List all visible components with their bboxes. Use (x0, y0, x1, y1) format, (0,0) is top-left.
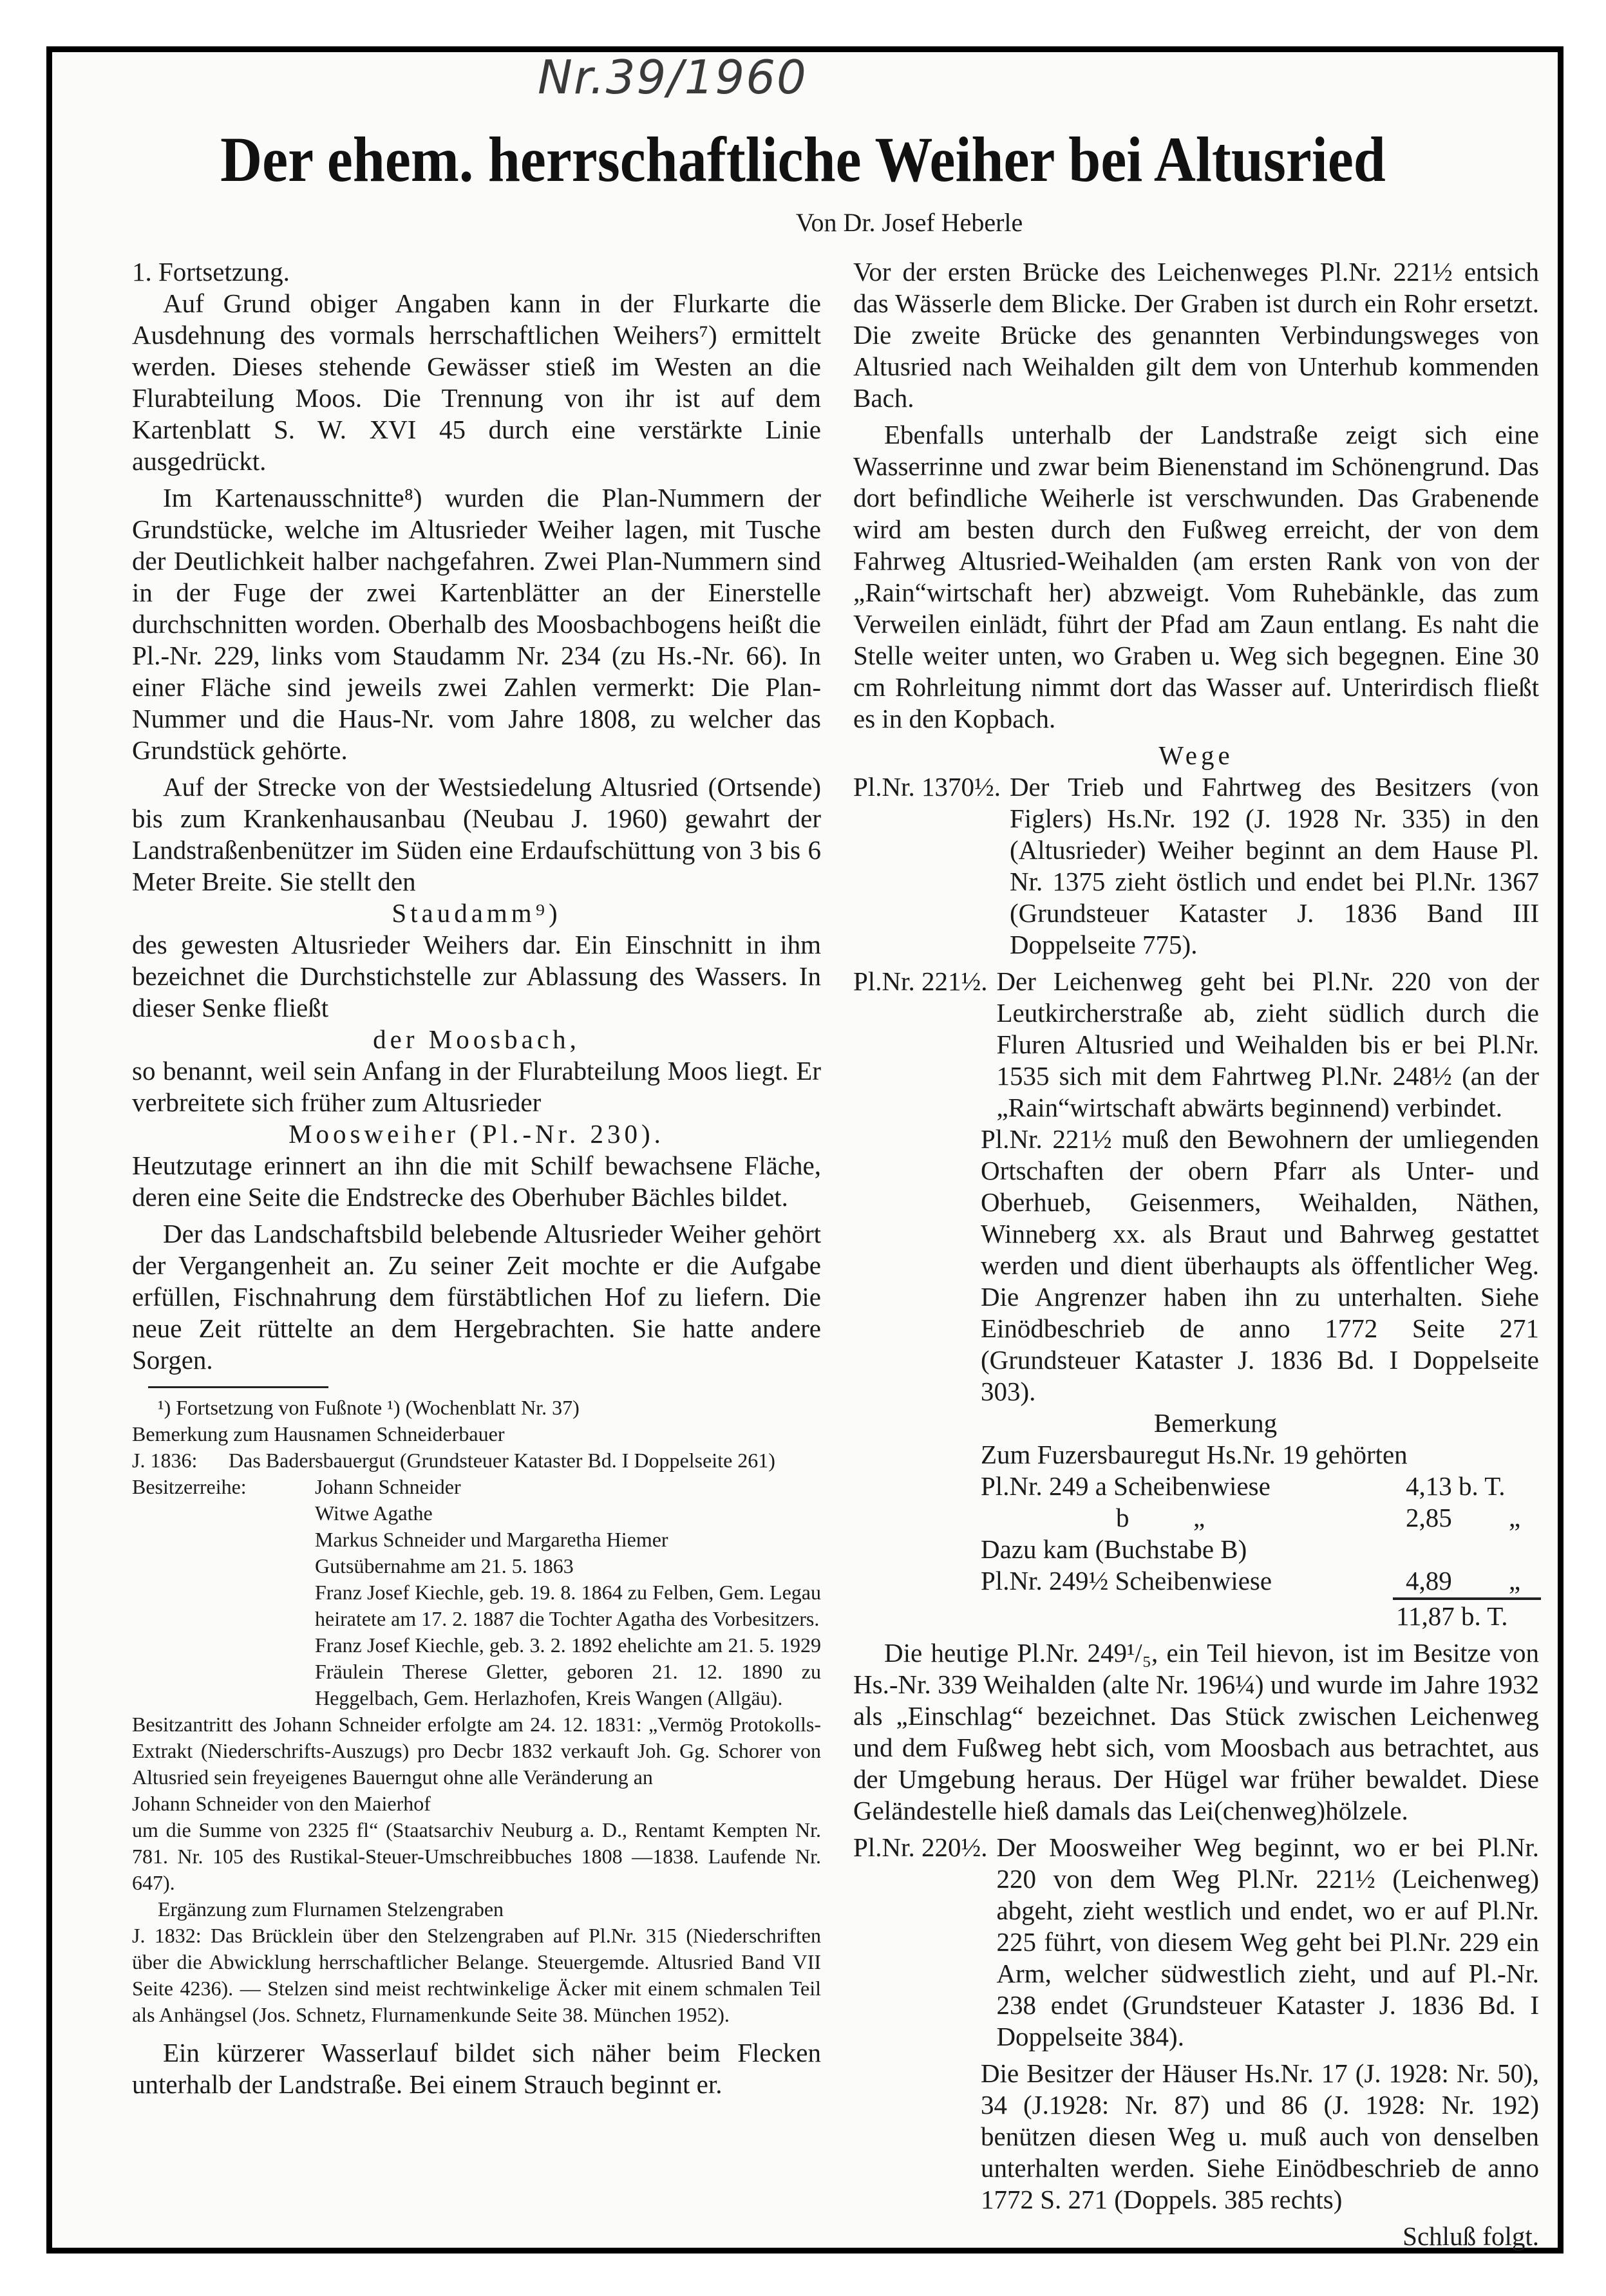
entry-label: Pl.Nr. 221½. (853, 966, 988, 996)
ditto-mark: „ (1509, 1566, 1521, 1595)
sum-line (1393, 1597, 1541, 1600)
owner: Witwe Agathe (315, 1501, 433, 1525)
area-table (981, 1439, 1539, 1632)
footnote-centered: Johann Schneider von den Maierhof (132, 1792, 431, 1815)
footnote: J. 1832: Das Brücklein über den Stelzengraben auf Pl.Nr. 315 (Niederschriften über die Abwicklung herrschaftlicher Belange. Steuergemde. Altusried Band VII Seite 4236). — Stelzen sind meist rechtwinkelige Äcker mit einem schmalen Teil als Anhängsel (Jos. Schnetz, Flurnamenkunde Seite 38. München 1952). (132, 1924, 821, 2026)
table-row-value: 2,85 (1406, 1503, 1452, 1532)
footnote: ¹) Fortsetzung von Fußnote ¹) (Wochenblatt Nr. 37) (158, 1396, 580, 1419)
entry-label: Pl.Nr. 220½. (853, 1832, 988, 1862)
owner: Markus Schneider und Margaretha Hiemer (315, 1528, 668, 1551)
paragraph: Auf der Strecke von der Westsiedelung Altusried (Ortsende) bis zum Krankenhausanbau (Neubau J. 1960) gewahrt der Landstraßenbenützer im Süden eine Erdaufschüttung von 3 bis 6 Meter Breite. Sie stellt den (132, 772, 821, 896)
footnote-text: Das Badersbauergut (Grundsteuer Kataster Bd. I Doppelseite 261) (229, 1449, 775, 1472)
ditto-mark: „ (1509, 1503, 1521, 1532)
paragraph: Heutzutage erinnert an ihn die mit Schilf bewachsene Fläche, deren eine Seite die Endstrecke des Oberhuber Bächles bildet. (132, 1151, 821, 1212)
paragraph: des gewesten Altusrieder Weihers dar. Ein Einschnitt in ihm bezeichnet die Durchstichstelle zur Ablassung des Wassers. In dieser Senke fließt (132, 930, 821, 1022)
subheading-staudamm: Staudamm⁹) (392, 898, 562, 928)
footnote: Ergänzung zum Flurnamen Stelzengraben (158, 1897, 504, 1921)
path-entry (853, 966, 1539, 1124)
paragraph: Ebenfalls unterhalb der Landstraße zeigt sich eine Wasserrinne und zwar beim Bienenstand im Schönengrund. Das dort befindliche Weiherle ist verschwunden. Das Grabenende wird am besten durch den Fußweg erreicht, der von dem Fahrweg Altusried-Weihalden (am ersten Rank von von der „Rain“wirtschaft her) abzweigt. Vom Ruhebänkle, das zum Verweilen einlädt, führt der Pfad am Zaun entlang. Es naht die Stelle weiter unten, wo Graben u. Weg sich begegnen. Eine 30 cm Rohrleitung nimmt dort das Wasser auf. Unterirdisch fließt es in den Kopbach. (853, 420, 1539, 733)
closing-note: Schluß folgt. (1403, 2221, 1539, 2251)
paragraph: Der das Landschaftsbild belebende Altusrieder Weiher gehört der Vergangenheit an. Zu seiner Zeit mochte er die Aufgabe erfüllen, Fischnahrung dem fürstäbtlichen Hof zu liefern. Die neue Zeit rüttelte an dem Hergebrachten. Sie hatte andere Sorgen. (132, 1219, 821, 1375)
article-title: Der ehem. herrschaftliche Weiher bei Altusried (220, 124, 1386, 195)
table-row-label: Dazu kam (Buchstabe B) (981, 1534, 1247, 1564)
subheading-moosweiher: Moosweiher (Pl.-Nr. 230). (288, 1119, 665, 1149)
ditto-mark: „ (1193, 1503, 1205, 1532)
owner: Johann Schneider (315, 1475, 461, 1498)
footnote-label: J. 1836: (132, 1449, 198, 1472)
footnote: um die Summe von 2325 fl“ (Staatsarchiv Neuburg a. D., Rentamt Kempten Nr. 781. Nr. 105 des Rustikal-Steuer-Umschreibbuches 1808 —1838. Laufende Nr. 647). (132, 1818, 821, 1894)
subheading-wege: Wege (1158, 740, 1234, 770)
footnote-label: Besitzerreihe: (132, 1475, 247, 1498)
paragraph: Im Kartenausschnitte⁸) wurden die Plan-Nummern der Grundstücke, welche im Altusrieder Weiher lagen, mit Tusche der Deutlichkeit halber nachgefahren. Zwei Plan-Nummern sind in der Fuge der zwei Kartenblätter an der Einerstelle durchschnitten worden. Oberhalb des Moosbachbogens heißt die Pl.-Nr. 229, links vom Staudamm Nr. 234 (zu Hs.-Nr. 66). In einer Fläche sind jeweils zwei Zahlen vermerkt: Die Plan-Nummer und die Haus-Nr. vom Jahre 1808, zu welcher das Grundstück gehörte. (132, 483, 821, 765)
entry-text: Der Leichenweg geht bei Pl.Nr. 220 von der Leutkircherstraße ab, zieht südlich durch die Fluren Altusried und Weihalden bis er bei Pl.Nr. 1535 sich mit dem Fahrtweg Pl.Nr. 248½ (an der „Rain“wirtschaft abwärts beginnend) verbindet. (996, 966, 1539, 1122)
table-row-label: b (1116, 1503, 1129, 1532)
path-entry (853, 771, 1539, 961)
subheading-moosbach: der Moosbach, (373, 1024, 580, 1054)
paragraph: Ein kürzerer Wasserlauf bildet sich näher beim Flecken unterhalb der Landstraße. Bei einem Strauch beginnt er. (132, 2038, 821, 2099)
owner: Franz Josef Kiechle, geb. 3. 2. 1892 ehelichte am 21. 5. 1929 Fräulein Therese Gletter, geboren 21. 12. 1890 zu Heggelbach, Gem. Herlazhofen, Kreis Wangen (Allgäu). (315, 1633, 821, 1709)
path-entry (853, 1832, 1539, 2053)
left-column (132, 256, 821, 2100)
continuation-label: 1. Fortsetzung. (132, 257, 290, 287)
entry-text: Der Trieb und Fahrtweg des Besitzers (von Figlers) Hs.Nr. 192 (J. 1928 Nr. 335) in den (Altusrieder) Weiher beginnt an dem Hause Pl. Nr. 1375 zieht östlich und endet bei Pl.Nr. 1367 (Grundsteuer Kataster J. 1836 Band III Doppelseite 775). (1009, 772, 1539, 959)
owner: Franz Josef Kiechle, geb. 19. 8. 1864 zu Felben, Gem. Legau heiratete am 17. 2. 1887 die Tochter Agatha des Vorbesitzers. (315, 1581, 821, 1630)
table-row-label: Pl.Nr. 249 a Scheibenwiese (981, 1471, 1271, 1501)
paragraph: Die heutige Pl.Nr. 249¹/₅, ein Teil hievon, ist im Besitze von Hs.-Nr. 339 Weihalden (alte Nr. 196¼) und wurde im Jahre 1932 als „Einschlag“ bezeichnet. Das Stück zwischen Leichenweg und dem Fußweg hebt sich, vom Moosbach aus betrachtet, aus der Umgebung heraus. Der Hügel war früher bewaldet. Diese Geländestelle hieß damals das Lei(chenweg)hölzele. (853, 1638, 1539, 1825)
table-row-label: Pl.Nr. 249½ Scheibenwiese (981, 1566, 1272, 1595)
owner-note: Gutsübernahme am 21. 5. 1863 (315, 1554, 574, 1577)
article-byline: Von Dr. Josef Heberle (795, 208, 1023, 237)
paragraph: so benannt, weil sein Anfang in der Flurabteilung Moos liegt. Er verbreitete sich früher zum Altusrieder (132, 1056, 821, 1117)
paragraph: Pl.Nr. 221½ muß den Bewohnern der umliegenden Ortschaften der obern Pfarr als Unter- und Oberhueb, Geisenmers, Weihalden, Näthen, Winneberg xx. als Braut und Bahrweg gestattet werden und dient überhaupts als öffentlicher Weg. Die Angrenzer haben ihn zu unterhalten. Siehe Einödbeschrieb de anno 1772 Seite 271 (Grundsteuer Kataster J. 1836 Bd. I Doppelseite 303). (981, 1124, 1539, 1406)
paragraph: Die Besitzer der Häuser Hs.Nr. 17 (J. 1928: Nr. 50), 34 (J.1928: Nr. 87) und 86 (J. 1928: Nr. 192) benützen diesen Weg u. muß auch von denselben unterhalten werden. Siehe Einödbeschrieb de anno 1772 S. 271 (Doppels. 385 rechts) (981, 2058, 1539, 2214)
entry-label: Pl.Nr. 1370½. (853, 772, 1001, 802)
table-row-value: 4,13 b. T. (1406, 1471, 1506, 1501)
paragraph: Auf Grund obiger Angaben kann in der Flurkarte die Ausdehnung des vormals herrschaftlichen Weihers⁷) ermittelt werden. Dieses stehende Gewässer stieß im Westen an die Flurabteilung Moos. Die Trennung von ihr ist auf dem Kartenblatt S. W. XVI 45 durch eine verstärkte Linie ausgedrückt. (132, 288, 821, 476)
paragraph: Vor der ersten Brücke des Leichenweges Pl.Nr. 221½ entsich das Wässerle dem Blicke. Der Graben ist durch ein Rohr ersetzt. Die zweite Brücke des genannten Verbindungsweges von Altusried nach Weihalden gilt dem von Unterhub kommenden Bach. (853, 257, 1539, 413)
footnote (132, 1447, 821, 1474)
right-column (853, 256, 1539, 2252)
footnote-owner-list (132, 1474, 821, 1711)
table-total: 11,87 b. T. (1396, 1601, 1508, 1631)
table-row-value: 4,89 (1406, 1566, 1452, 1595)
handwritten-issue-note: Nr.39/1960 (538, 50, 808, 104)
table-intro: Zum Fuzersbauregut Hs.Nr. 19 gehörten (981, 1440, 1408, 1469)
subheading-bemerkung: Bemerkung (1153, 1408, 1278, 1438)
entry-text: Der Moosweiher Weg beginnt, wo er bei Pl.Nr. 220 von dem Weg Pl.Nr. 221½ (Leichenweg) abgeht, zieht westlich und endet, wo er auf Pl.Nr. 225 führt, von diesem Weg geht bei Pl.Nr. 229 ein Arm, welcher südwestlich zieht, und auf Pl.-Nr. 238 endet (Grundsteuer Kataster J. 1836 Bd. I Doppelseite 384). (996, 1832, 1539, 2051)
footnote: Bemerkung zum Hausnamen Schneiderbauer (132, 1422, 505, 1445)
footnote-divider (148, 1386, 328, 1388)
footnote: Besitzantritt des Johann Schneider erfolgte am 24. 12. 1831: „Vermög Protokolls-Extrakt (Niederschrifts-Auszugs) pro Decbr 1832 verkauft Joh. Gg. Schorer von Altusried sein freyeigenes Bauerngut ohne alle Veränderung an (132, 1713, 821, 1789)
